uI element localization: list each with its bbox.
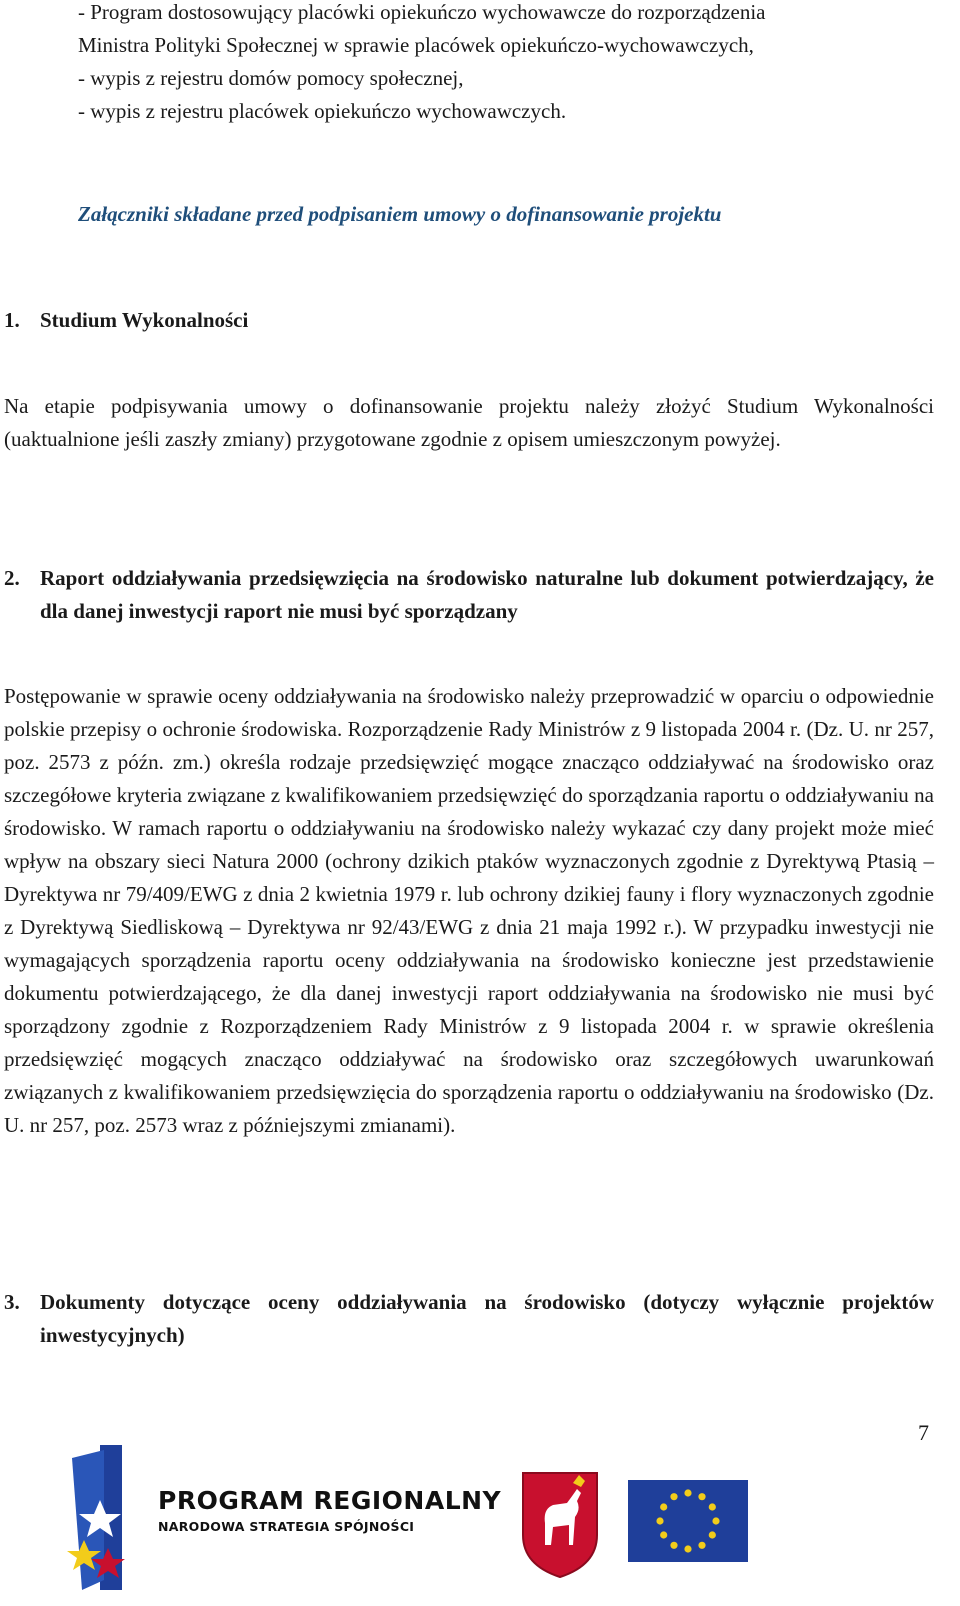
section-1-heading bbox=[4, 304, 934, 337]
section-1-paragraph: Na etapie podpisywania umowy o dofinansowanie projektu należy złożyć Studium Wykonalności (uaktualnione jeśli zaszły zmiany) przygotowane zgodnie z opisem umieszczonym powyżej. bbox=[4, 394, 934, 451]
footer-logos bbox=[0, 1440, 960, 1606]
attachment-list bbox=[78, 0, 938, 128]
page-number: 7 bbox=[918, 1420, 929, 1445]
section-3-heading bbox=[4, 1286, 934, 1352]
section-number: 1. bbox=[4, 308, 20, 332]
section-title: Dokumenty dotyczące oceny oddziaływania na środowisko (dotyczy wyłącznie projektów inwestycyjnych) bbox=[40, 1290, 934, 1347]
section-title: Raport oddziaływania przedsięwzięcia na środowisko naturalne lub dokument potwierdzający, że dla danej inwestycji raport nie musi być sporządzany bbox=[40, 566, 934, 623]
section-2-paragraph: Postępowanie w sprawie oceny oddziaływania na środowisko należy przeprowadzić w oparciu o odpowiednie polskie przepisy o ochronie środowiska. Rozporządzenie Rady Ministrów z 9 listopada 2004 r. (Dz. U. nr 257, poz. 2573 z późn. zm.) określa rodzaje przedsięwzięć mogące znacząco oddziaływać na środowisko oraz szczegółowe kryteria związane z kwalifikowaniem przedsięwzięć do sporządzania raportu o oddziaływaniu na środowisko. W ramach raportu o oddziaływaniu na środowisko należy wykazać czy dany projekt może mieć wpływ na obszary sieci Natura 2000 (ochrony dzikich ptaków wyznaczonych zgodnie z Dyrektywą Ptasią –Dyrektywa nr 79/409/EWG z dnia 2 kwietnia 1979 r. lub ochrony dzikiej fauny i flory wyznaczonych zgodnie z Dyrektywą Siedliskową – Dyrektywa nr 92/43/EWG z dnia 21 maja 1992 r.). W przypadku inwestycji nie wymagających sporządzenia raportu oceny oddziaływania na środowisko konieczne jest przedstawienie dokumentu potwierdzającego, że dla danej inwestycji raport oddziaływania na środowisko nie musi być sporządzony zgodnie z Rozporządzeniem Rady Ministrów z 9 listopada 2004 r. w sprawie określenia przedsięwzięć mogących znacząco oddziaływać na środowisko oraz szczegółowych uwarunkowań związanych z kwalifikowaniem przedsięwzięcia do sporządzenia raportu o oddziaływaniu na środowisko (Dz. U. nr 257, poz. 2573 wraz z późniejszymi zmianami). bbox=[4, 684, 934, 1137]
list-line: - wypis z rejestru placówek opiekuńczo wychowawczych. bbox=[78, 99, 567, 123]
program-regionalny-logo-icon bbox=[60, 1440, 170, 1595]
section-number: 2. bbox=[4, 566, 20, 590]
section-2-heading bbox=[4, 562, 934, 628]
program-regionalny-logo bbox=[158, 1486, 501, 1534]
list-line: Ministra Polityki Społecznej w sprawie placówek opiekuńczo-wychowawczych, bbox=[78, 33, 754, 57]
program-subtitle: NARODOWA STRATEGIA SPÓJNOŚCI bbox=[158, 1519, 415, 1534]
section-subtitle: Załączniki składane przed podpisaniem umowy o dofinansowanie projektu bbox=[78, 202, 722, 226]
section-number: 3. bbox=[4, 1290, 20, 1314]
eu-flag-icon bbox=[628, 1480, 748, 1562]
section-title: Studium Wykonalności bbox=[40, 308, 249, 332]
list-line: - Program dostosowujący placówki opiekuńczo wychowawcze do rozporządzenia bbox=[78, 0, 766, 24]
program-title: PROGRAM REGIONALNY bbox=[158, 1486, 502, 1515]
list-line: - wypis z rejestru domów pomocy społecznej, bbox=[78, 66, 464, 90]
lubelskie-crest-icon bbox=[515, 1465, 605, 1580]
